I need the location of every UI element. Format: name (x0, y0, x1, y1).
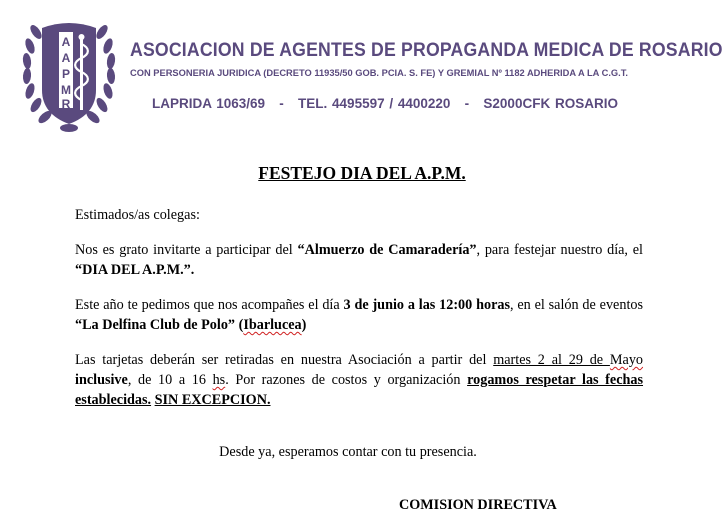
svg-text:A: A (61, 35, 71, 49)
svg-text:P: P (61, 67, 71, 81)
closing-line: Desde ya, esperamos contar con tu presencia. (219, 444, 477, 460)
svg-text:R: R (61, 97, 71, 111)
aapmr-logo (20, 10, 118, 136)
svg-text:M: M (61, 83, 71, 97)
signature: COMISION DIRECTIVA (399, 497, 557, 513)
paragraph-invitation: Nos es grato invitarte a participar del “Almuerzo de Camaradería”, para festejar nuestro día, el “DIA DEL A.P.M.”. (75, 242, 643, 278)
organization-legal-status: CON PERSONERIA JURIDICA (DECRETO 11935/50 GOB. PCIA. S. FE) Y GREMIAL Nº 1182 ADHERIDA A LA C.G.T. (130, 68, 628, 79)
paragraph-tickets: Las tarjetas deberán ser retiradas en nuestra Asociación a partir del martes 2 al 29 de Mayo inclusive, de 10 a 16 hs. Por razones de costos y organización rogamos respetar las fechas establecidas. SIN EXCEPCION. (75, 352, 644, 408)
greeting: Estimados/as colegas: (75, 207, 200, 223)
paragraph-date-venue: Este año te pedimos que nos acompañes el día 3 de junio a las 12:00 horas, en el salón de eventos “La Delfina Club de Polo” (Ibarlucea) (75, 297, 643, 333)
organization-name: ASOCIACION DE AGENTES DE PROPAGANDA MEDICA DE ROSARIO (130, 40, 723, 61)
letter-title: FESTEJO DIA DEL A.P.M. (258, 163, 466, 183)
svg-text:A: A (61, 51, 71, 65)
organization-address: LAPRIDA 1063/69 - TEL. 4495597 / 4400220 - S2000CFK ROSARIO (152, 96, 618, 111)
